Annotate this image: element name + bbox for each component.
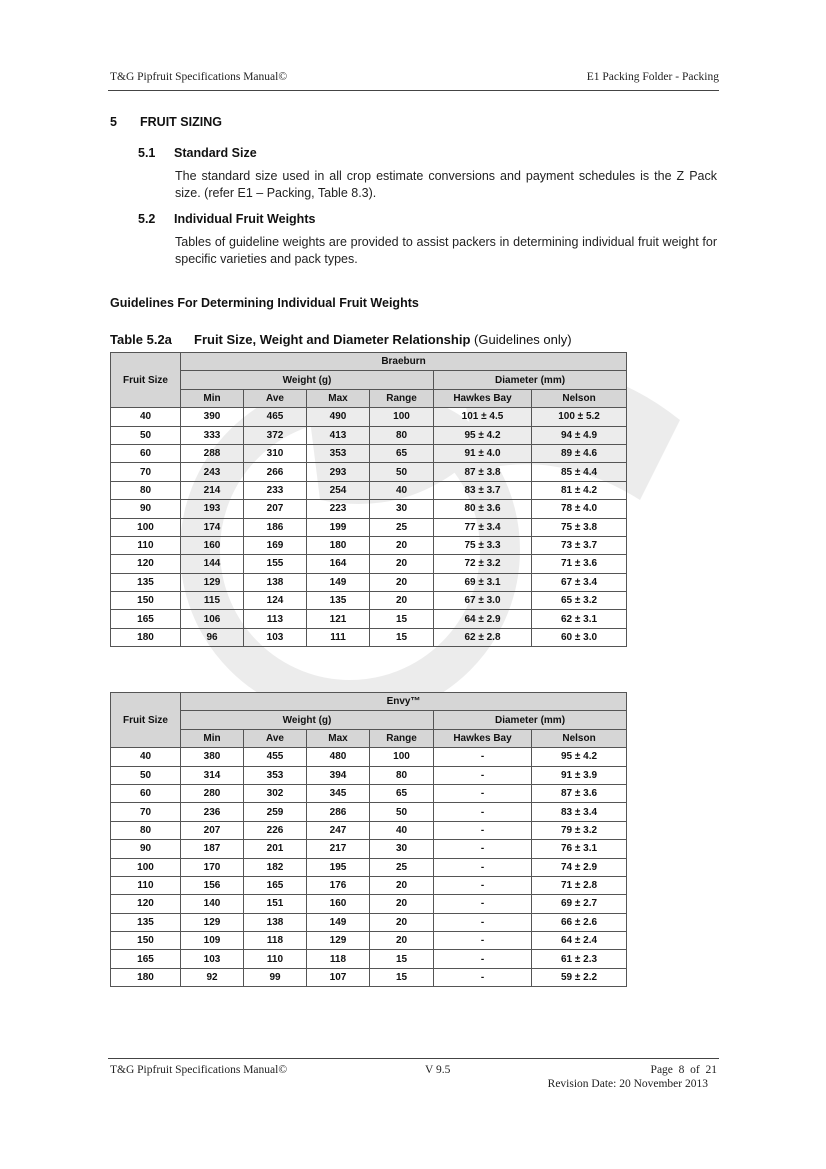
ave-weight-cell: 353: [244, 766, 307, 784]
fruit-size-header: Fruit Size: [111, 353, 181, 408]
fruit-size-cell: 100: [111, 518, 181, 536]
nelson-diameter-cell: 76 ± 3.1: [532, 840, 627, 858]
max-weight-cell: 180: [307, 536, 370, 554]
fruit-size-cell: 40: [111, 748, 181, 766]
range-cell: 15: [370, 968, 434, 986]
nelson-diameter-cell: 85 ± 4.4: [532, 463, 627, 481]
table-row: [111, 821, 627, 839]
ave-weight-cell: 138: [244, 913, 307, 931]
nelson-diameter-cell: 71 ± 2.8: [532, 876, 627, 894]
fruit-size-cell: 150: [111, 932, 181, 950]
footer-version: V 9.5: [425, 1064, 451, 1076]
table-row: [111, 913, 627, 931]
ave-weight-cell: 138: [244, 573, 307, 591]
max-weight-cell: 490: [307, 408, 370, 426]
ave-weight-cell: 302: [244, 784, 307, 802]
subsection-title: Standard Size: [174, 146, 257, 160]
table-row: [111, 932, 627, 950]
max-weight-cell: 247: [307, 821, 370, 839]
max-weight-cell: 107: [307, 968, 370, 986]
table-caption: [194, 332, 572, 347]
nelson-diameter-cell: 81 ± 4.2: [532, 481, 627, 499]
hawkes-bay-diameter-cell: 80 ± 3.6: [434, 500, 532, 518]
nelson-diameter-cell: 95 ± 4.2: [532, 748, 627, 766]
max-weight-cell: 394: [307, 766, 370, 784]
max-weight-cell: 286: [307, 803, 370, 821]
nelson-diameter-cell: 100 ± 5.2: [532, 408, 627, 426]
range-cell: 50: [370, 803, 434, 821]
table-row: [111, 840, 627, 858]
table-row: [111, 895, 627, 913]
fruit-size-cell: 80: [111, 481, 181, 499]
ave-weight-cell: 155: [244, 555, 307, 573]
max-header: Max: [307, 729, 370, 747]
ave-weight-cell: 118: [244, 932, 307, 950]
nelson-diameter-cell: 64 ± 2.4: [532, 932, 627, 950]
table-row: [111, 628, 627, 646]
ave-weight-cell: 169: [244, 536, 307, 554]
nelson-diameter-cell: 78 ± 4.0: [532, 500, 627, 518]
hawkes-bay-diameter-cell: -: [434, 913, 532, 931]
table-row: [111, 858, 627, 876]
max-weight-cell: 345: [307, 784, 370, 802]
page-current: 8: [678, 1064, 685, 1076]
max-weight-cell: 135: [307, 592, 370, 610]
max-weight-cell: 164: [307, 555, 370, 573]
min-weight-cell: 314: [181, 766, 244, 784]
nelson-header: Nelson: [532, 729, 627, 747]
range-cell: 80: [370, 766, 434, 784]
min-weight-cell: 129: [181, 913, 244, 931]
hawkes-bay-diameter-cell: 83 ± 3.7: [434, 481, 532, 499]
nelson-diameter-cell: 94 ± 4.9: [532, 426, 627, 444]
fruit-size-cell: 180: [111, 968, 181, 986]
range-cell: 65: [370, 784, 434, 802]
max-header: Max: [307, 389, 370, 407]
range-cell: 20: [370, 536, 434, 554]
range-header: Range: [370, 389, 434, 407]
nelson-diameter-cell: 67 ± 3.4: [532, 573, 627, 591]
ave-weight-cell: 113: [244, 610, 307, 628]
max-weight-cell: 149: [307, 573, 370, 591]
range-cell: 30: [370, 500, 434, 518]
nelson-diameter-cell: 91 ± 3.9: [532, 766, 627, 784]
ave-weight-cell: 151: [244, 895, 307, 913]
hawkes-bay-diameter-cell: 69 ± 3.1: [434, 573, 532, 591]
min-weight-cell: 280: [181, 784, 244, 802]
variety-header: Envy™: [181, 693, 627, 711]
nelson-diameter-cell: 71 ± 3.6: [532, 555, 627, 573]
weight-header: Weight (g): [181, 711, 434, 729]
hawkes-bay-diameter-cell: 91 ± 4.0: [434, 444, 532, 462]
min-weight-cell: 129: [181, 573, 244, 591]
fruit-size-header: Fruit Size: [111, 693, 181, 748]
hawkes-bay-diameter-cell: 87 ± 3.8: [434, 463, 532, 481]
table-row: [111, 463, 627, 481]
hawkes-bay-diameter-cell: 64 ± 2.9: [434, 610, 532, 628]
table-row: [111, 481, 627, 499]
hawkes-bay-diameter-cell: -: [434, 858, 532, 876]
fruit-size-cell: 150: [111, 592, 181, 610]
fruit-size-cell: 120: [111, 895, 181, 913]
range-cell: 100: [370, 748, 434, 766]
range-cell: 20: [370, 932, 434, 950]
min-weight-cell: 115: [181, 592, 244, 610]
nelson-diameter-cell: 69 ± 2.7: [532, 895, 627, 913]
hawkes-bay-diameter-cell: -: [434, 766, 532, 784]
range-cell: 65: [370, 444, 434, 462]
table-row: [111, 408, 627, 426]
hawkes-bay-diameter-cell: -: [434, 876, 532, 894]
hawkes-bay-diameter-cell: 72 ± 3.2: [434, 555, 532, 573]
braeburn-table: [110, 352, 627, 647]
hawkes-bay-diameter-cell: 62 ± 2.8: [434, 628, 532, 646]
nelson-diameter-cell: 66 ± 2.6: [532, 913, 627, 931]
min-weight-cell: 109: [181, 932, 244, 950]
header-divider: [108, 90, 719, 91]
variety-header: Braeburn: [181, 353, 627, 371]
footer-revision-date: Revision Date: 20 November 2013: [547, 1078, 708, 1090]
max-weight-cell: 149: [307, 913, 370, 931]
table-row: [111, 444, 627, 462]
ave-weight-cell: 372: [244, 426, 307, 444]
ave-weight-cell: 201: [244, 840, 307, 858]
ave-weight-cell: 259: [244, 803, 307, 821]
ave-weight-cell: 110: [244, 950, 307, 968]
min-weight-cell: 333: [181, 426, 244, 444]
table-row: [111, 555, 627, 573]
min-weight-cell: 170: [181, 858, 244, 876]
min-header: Min: [181, 389, 244, 407]
footer-divider: [108, 1058, 719, 1059]
hawkes-bay-diameter-cell: 77 ± 3.4: [434, 518, 532, 536]
min-weight-cell: 144: [181, 555, 244, 573]
min-weight-cell: 207: [181, 821, 244, 839]
nelson-diameter-cell: 73 ± 3.7: [532, 536, 627, 554]
ave-weight-cell: 99: [244, 968, 307, 986]
ave-weight-cell: 103: [244, 628, 307, 646]
table-row: [111, 610, 627, 628]
max-weight-cell: 195: [307, 858, 370, 876]
ave-weight-cell: 310: [244, 444, 307, 462]
ave-weight-cell: 165: [244, 876, 307, 894]
min-weight-cell: 243: [181, 463, 244, 481]
range-cell: 15: [370, 950, 434, 968]
diameter-header: Diameter (mm): [434, 371, 627, 389]
fruit-size-cell: 40: [111, 408, 181, 426]
range-cell: 20: [370, 555, 434, 573]
subsection-number: 5.2: [138, 212, 156, 226]
fruit-size-cell: 50: [111, 426, 181, 444]
hawkes-bay-header: Hawkes Bay: [434, 729, 532, 747]
nelson-diameter-cell: 83 ± 3.4: [532, 803, 627, 821]
max-weight-cell: 176: [307, 876, 370, 894]
nelson-diameter-cell: 59 ± 2.2: [532, 968, 627, 986]
table-row: [111, 536, 627, 554]
range-cell: 25: [370, 858, 434, 876]
nelson-diameter-cell: 75 ± 3.8: [532, 518, 627, 536]
page-label: Page: [650, 1064, 673, 1076]
ave-weight-cell: 465: [244, 408, 307, 426]
range-cell: 15: [370, 628, 434, 646]
range-cell: 20: [370, 913, 434, 931]
min-weight-cell: 160: [181, 536, 244, 554]
weight-header: Weight (g): [181, 371, 434, 389]
nelson-header: Nelson: [532, 389, 627, 407]
table-row: [111, 968, 627, 986]
hawkes-bay-diameter-cell: -: [434, 968, 532, 986]
max-weight-cell: 254: [307, 481, 370, 499]
section-number: 5: [110, 115, 117, 129]
fruit-size-cell: 60: [111, 444, 181, 462]
fruit-size-cell: 100: [111, 858, 181, 876]
subsection-5-1-heading: [138, 146, 257, 160]
table-row: [111, 876, 627, 894]
nelson-diameter-cell: 61 ± 2.3: [532, 950, 627, 968]
ave-weight-cell: 233: [244, 481, 307, 499]
max-weight-cell: 217: [307, 840, 370, 858]
max-weight-cell: 223: [307, 500, 370, 518]
hawkes-bay-diameter-cell: -: [434, 784, 532, 802]
min-weight-cell: 174: [181, 518, 244, 536]
table-row: [111, 784, 627, 802]
max-weight-cell: 353: [307, 444, 370, 462]
max-weight-cell: 121: [307, 610, 370, 628]
hawkes-bay-header: Hawkes Bay: [434, 389, 532, 407]
fruit-size-cell: 180: [111, 628, 181, 646]
hawkes-bay-diameter-cell: 67 ± 3.0: [434, 592, 532, 610]
max-weight-cell: 160: [307, 895, 370, 913]
subsection-5-2-heading: [138, 212, 315, 226]
max-weight-cell: 118: [307, 950, 370, 968]
min-weight-cell: 193: [181, 500, 244, 518]
header-manual-title: T&G Pipfruit Specifications Manual©: [110, 71, 288, 83]
hawkes-bay-diameter-cell: -: [434, 932, 532, 950]
hawkes-bay-diameter-cell: 75 ± 3.3: [434, 536, 532, 554]
table-row: [111, 766, 627, 784]
hawkes-bay-diameter-cell: -: [434, 895, 532, 913]
footer-page-number: [651, 1064, 717, 1076]
ave-weight-cell: 182: [244, 858, 307, 876]
footer-manual-title: T&G Pipfruit Specifications Manual©: [110, 1064, 288, 1076]
subsection-5-1-text: The standard size used in all crop estimate conversions and payment schedules is the Z Pack size. (refer E1 – Packing, Table 8.3).: [175, 169, 717, 200]
page-total: 21: [705, 1064, 717, 1076]
ave-weight-cell: 455: [244, 748, 307, 766]
hawkes-bay-diameter-cell: -: [434, 950, 532, 968]
max-weight-cell: 199: [307, 518, 370, 536]
range-cell: 100: [370, 408, 434, 426]
min-weight-cell: 214: [181, 481, 244, 499]
min-weight-cell: 103: [181, 950, 244, 968]
hawkes-bay-diameter-cell: 101 ± 4.5: [434, 408, 532, 426]
table-row: [111, 950, 627, 968]
section-heading: [110, 115, 222, 129]
ave-weight-cell: 226: [244, 821, 307, 839]
fruit-size-cell: 90: [111, 500, 181, 518]
min-weight-cell: 140: [181, 895, 244, 913]
range-header: Range: [370, 729, 434, 747]
ave-header: Ave: [244, 389, 307, 407]
ave-weight-cell: 186: [244, 518, 307, 536]
table-row: [111, 573, 627, 591]
range-cell: 40: [370, 481, 434, 499]
range-cell: 50: [370, 463, 434, 481]
ave-weight-cell: 207: [244, 500, 307, 518]
range-cell: 80: [370, 426, 434, 444]
table-row: [111, 748, 627, 766]
range-cell: 25: [370, 518, 434, 536]
nelson-diameter-cell: 74 ± 2.9: [532, 858, 627, 876]
fruit-size-cell: 70: [111, 803, 181, 821]
range-cell: 20: [370, 895, 434, 913]
min-weight-cell: 96: [181, 628, 244, 646]
min-weight-cell: 187: [181, 840, 244, 858]
guidelines-heading: Guidelines For Determining Individual Fruit Weights: [110, 296, 419, 310]
fruit-size-cell: 50: [111, 766, 181, 784]
min-weight-cell: 106: [181, 610, 244, 628]
min-header: Min: [181, 729, 244, 747]
hawkes-bay-diameter-cell: 95 ± 4.2: [434, 426, 532, 444]
table-row: [111, 592, 627, 610]
fruit-size-cell: 110: [111, 536, 181, 554]
min-weight-cell: 390: [181, 408, 244, 426]
subsection-number: 5.1: [138, 146, 156, 160]
hawkes-bay-diameter-cell: -: [434, 748, 532, 766]
page-of-label: of: [690, 1064, 700, 1076]
nelson-diameter-cell: 79 ± 3.2: [532, 821, 627, 839]
diameter-header: Diameter (mm): [434, 711, 627, 729]
ave-header: Ave: [244, 729, 307, 747]
fruit-size-cell: 90: [111, 840, 181, 858]
table-caption-number: Table 5.2a: [110, 332, 172, 347]
range-cell: 20: [370, 876, 434, 894]
nelson-diameter-cell: 62 ± 3.1: [532, 610, 627, 628]
fruit-size-cell: 165: [111, 950, 181, 968]
envy-table: [110, 692, 627, 987]
range-cell: 15: [370, 610, 434, 628]
nelson-diameter-cell: 65 ± 3.2: [532, 592, 627, 610]
subsection-title: Individual Fruit Weights: [174, 212, 316, 226]
min-weight-cell: 236: [181, 803, 244, 821]
min-weight-cell: 92: [181, 968, 244, 986]
nelson-diameter-cell: 60 ± 3.0: [532, 628, 627, 646]
table-caption-title: Fruit Size, Weight and Diameter Relationship: [194, 332, 471, 347]
table-row: [111, 426, 627, 444]
nelson-diameter-cell: 87 ± 3.6: [532, 784, 627, 802]
ave-weight-cell: 124: [244, 592, 307, 610]
table-row: [111, 518, 627, 536]
min-weight-cell: 156: [181, 876, 244, 894]
hawkes-bay-diameter-cell: -: [434, 821, 532, 839]
fruit-size-cell: 60: [111, 784, 181, 802]
range-cell: 40: [370, 821, 434, 839]
fruit-size-cell: 110: [111, 876, 181, 894]
max-weight-cell: 413: [307, 426, 370, 444]
range-cell: 20: [370, 573, 434, 591]
range-cell: 30: [370, 840, 434, 858]
header-folder-title: E1 Packing Folder - Packing: [586, 71, 719, 83]
fruit-size-cell: 120: [111, 555, 181, 573]
range-cell: 20: [370, 592, 434, 610]
subsection-5-2-text: Tables of guideline weights are provided to assist packers in determining individual fruit weight for specific varieties and pack types.: [175, 235, 717, 266]
table-caption-note: (Guidelines only): [474, 332, 572, 347]
fruit-size-cell: 80: [111, 821, 181, 839]
table-row: [111, 500, 627, 518]
nelson-diameter-cell: 89 ± 4.6: [532, 444, 627, 462]
fruit-size-cell: 135: [111, 573, 181, 591]
max-weight-cell: 293: [307, 463, 370, 481]
hawkes-bay-diameter-cell: -: [434, 840, 532, 858]
min-weight-cell: 380: [181, 748, 244, 766]
fruit-size-cell: 70: [111, 463, 181, 481]
fruit-size-cell: 135: [111, 913, 181, 931]
max-weight-cell: 480: [307, 748, 370, 766]
ave-weight-cell: 266: [244, 463, 307, 481]
fruit-size-cell: 165: [111, 610, 181, 628]
hawkes-bay-diameter-cell: -: [434, 803, 532, 821]
max-weight-cell: 129: [307, 932, 370, 950]
min-weight-cell: 288: [181, 444, 244, 462]
section-title: FRUIT SIZING: [140, 115, 222, 129]
max-weight-cell: 111: [307, 628, 370, 646]
table-row: [111, 803, 627, 821]
